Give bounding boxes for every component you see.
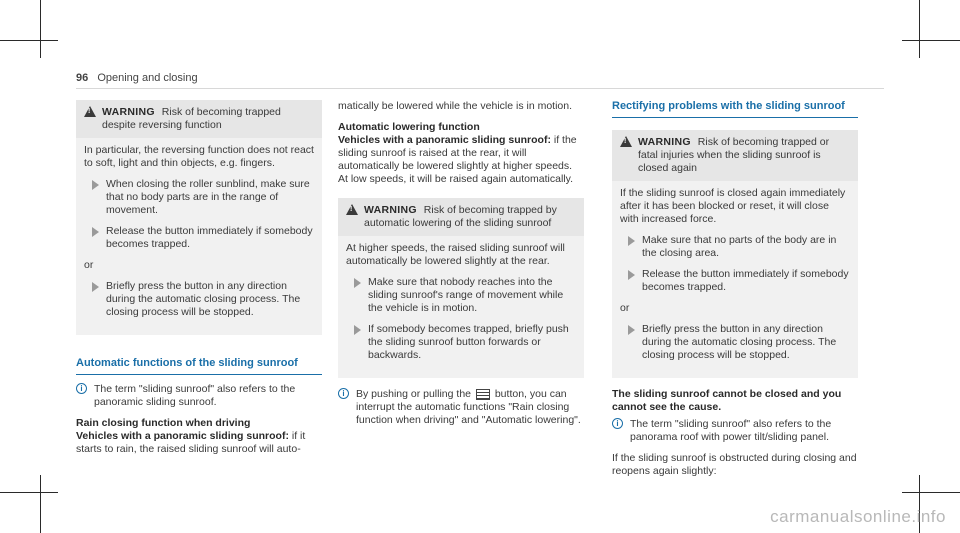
warning-title: Risk of becoming trapped or fatal injuries when the sliding sunroof is closed again <box>638 136 830 174</box>
note-text-a: By pushing or pulling the <box>356 388 471 400</box>
info-icon: i <box>338 388 349 399</box>
note <box>612 418 858 444</box>
section-name: Opening and closing <box>97 72 198 84</box>
warning-label: WARNING <box>102 106 155 118</box>
crop-mark <box>0 40 58 41</box>
instruction-step: Briefly press the button in any direction during the automatic closing process. The closing process will be stopped. <box>84 280 314 319</box>
subheading: Automatic lowering function <box>338 121 480 133</box>
note-text: The term "sliding sunroof" also refers to the panoramic sliding sunroof. <box>94 383 296 408</box>
section-title: Rectifying problems with the sliding sunroof <box>612 100 858 118</box>
warning-label: WARNING <box>364 204 417 216</box>
section-title: Automatic functions of the sliding sunroof <box>76 357 322 375</box>
sunroof-button-icon <box>476 389 490 400</box>
warning-label: WARNING <box>638 136 691 148</box>
crop-mark <box>919 0 920 58</box>
warning-body <box>338 236 584 378</box>
warning-body <box>612 181 858 378</box>
instruction-step: Briefly press the button in any direction during the automatic closing process. The closing process will be stopped. <box>620 323 850 362</box>
note-text: The term "sliding sunroof" also refers to the panorama roof with power tilt/sliding panel. <box>630 418 832 443</box>
instruction-step: Make sure that no parts of the body are in the closing area. <box>620 234 850 260</box>
warning-title: Risk of becoming trapped despite reversing function <box>102 106 281 131</box>
paragraph-lead: Vehicles with a panoramic sliding sunroof: <box>338 134 551 146</box>
paragraph-text: if it starts to rain, the raised sliding sunroof will auto- <box>76 430 306 455</box>
crop-mark <box>40 475 41 533</box>
watermark: carmanualsonline.info <box>770 507 946 526</box>
paragraph <box>76 430 322 456</box>
page-header <box>76 72 198 85</box>
or-text: or <box>84 259 94 271</box>
instruction-step: Release the button immediately if somebody becomes trapped. <box>84 225 314 251</box>
warning-triangle-icon <box>620 136 632 147</box>
subheading: The sliding sunroof cannot be closed and you cannot see the cause. <box>612 388 842 413</box>
instruction-step: If somebody becomes trapped, briefly push the sliding sunroof button forwards or backwards. <box>346 323 576 362</box>
note-text-b: button, you can interrupt the automatic functions "Rain closing function when driving" and "Automatic lowering". <box>356 388 581 426</box>
crop-mark <box>902 40 960 41</box>
warning-box <box>76 100 322 335</box>
crop-mark <box>902 492 960 493</box>
paragraph-text: if the sliding sunroof is raised at the rear, it will automatically be lowered slightly at higher speeds. At low speeds, it will be raised again automatically. <box>338 134 577 185</box>
column-2 <box>338 100 584 435</box>
paragraph <box>338 134 584 186</box>
column-1 <box>76 100 322 464</box>
instruction-step: Make sure that nobody reaches into the sliding sunroof's range of movement while the vehicle is in motion. <box>346 276 576 315</box>
paragraph: matically be lowered while the vehicle is in motion. <box>338 100 573 112</box>
info-icon: i <box>612 418 623 429</box>
warning-box <box>338 198 584 378</box>
column-3 <box>612 100 858 486</box>
warning-intro: In particular, the reversing function does not react to soft, light and thin objects, e.g. fingers. <box>84 144 314 169</box>
subheading: Rain closing function when driving <box>76 417 251 429</box>
crop-mark <box>0 492 58 493</box>
warning-header <box>76 100 322 138</box>
warning-box <box>612 130 858 378</box>
paragraph-lead: Vehicles with a panoramic sliding sunroof: <box>76 430 289 442</box>
info-icon: i <box>76 383 87 394</box>
instruction-step: When closing the roller sunblind, make sure that no body parts are in the range of movement. <box>84 178 314 217</box>
warning-intro: If the sliding sunroof is closed again immediately after it has been blocked or reset, it will close with increased force. <box>620 187 846 225</box>
instruction-step: Release the button immediately if somebody becomes trapped. <box>620 268 850 294</box>
warning-triangle-icon <box>346 204 358 215</box>
warning-intro: At higher speeds, the raised sliding sunroof will automatically be lowered slightly at the rear. <box>346 242 565 267</box>
warning-triangle-icon <box>84 106 96 117</box>
header-divider <box>76 88 884 89</box>
note <box>338 388 584 427</box>
crop-mark <box>40 0 41 58</box>
warning-title: Risk of becoming trapped by automatic lowering of the sliding sunroof <box>364 204 557 229</box>
warning-header <box>338 198 584 236</box>
warning-header <box>612 130 858 181</box>
paragraph: If the sliding sunroof is obstructed during closing and reopens again slightly: <box>612 452 857 477</box>
page-number: 96 <box>76 72 89 84</box>
note <box>76 383 322 409</box>
warning-body <box>76 138 322 335</box>
or-text: or <box>620 302 630 314</box>
